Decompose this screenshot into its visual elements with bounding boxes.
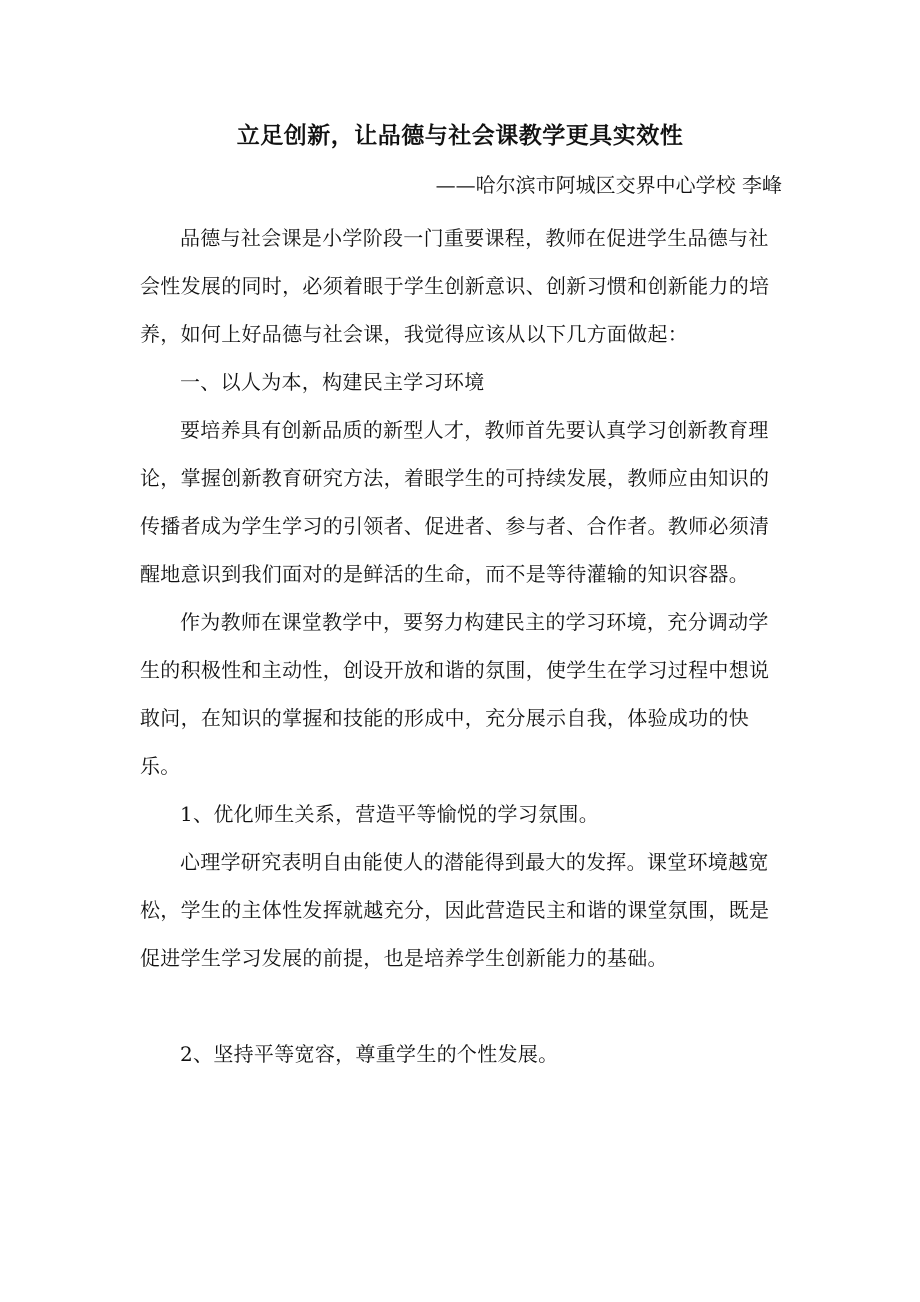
blank-line	[140, 982, 770, 1030]
subheading-2: 2、坚持平等宽容，尊重学生的个性发展。	[180, 1042, 559, 1066]
document-title: 立足创新，让品德与社会课教学更具实效性	[236, 122, 684, 149]
document-body	[140, 214, 770, 1078]
author-byline: ——哈尔滨市阿城区交界中心学校 李峰	[435, 173, 782, 197]
paragraph: 作为教师在课堂教学中，要努力构建民主的学习环境，充分调动学生的积极性和主动性，创设开放和谐的氛围，使学生在学习过程中想说敢问，在知识的掌握和技能的形成中，充分展示自我，体验成功的快乐。	[140, 610, 770, 778]
section-heading-1: 一、以人为本，构建民主学习环境	[180, 370, 485, 394]
subheading-1: 1、优化师生关系，营造平等愉悦的学习氛围。	[180, 802, 600, 826]
intro-paragraph: 品德与社会课是小学阶段一门重要课程，教师在促进学生品德与社会性发展的同时，必须着眼于学生创新意识、创新习惯和创新能力的培养，如何上好品德与社会课，我觉得应该从以下几方面做起：	[140, 226, 770, 346]
paragraph: 要培养具有创新品质的新型人才，教师首先要认真学习创新教育理论，掌握创新教育研究方法，着眼学生的可持续发展，教师应由知识的传播者成为学生学习的引领者、促进者、参与者、合作者。教师必须清醒地意识到我们面对的是鲜活的生命，而不是等待灌输的知识容器。	[140, 418, 770, 586]
paragraph: 心理学研究表明自由能使人的潜能得到最大的发挥。课堂环境越宽松，学生的主体性发挥就越充分，因此营造民主和谐的课堂氛围，既是促进学生学习发展的前提，也是培养学生创新能力的基础。	[140, 850, 770, 970]
